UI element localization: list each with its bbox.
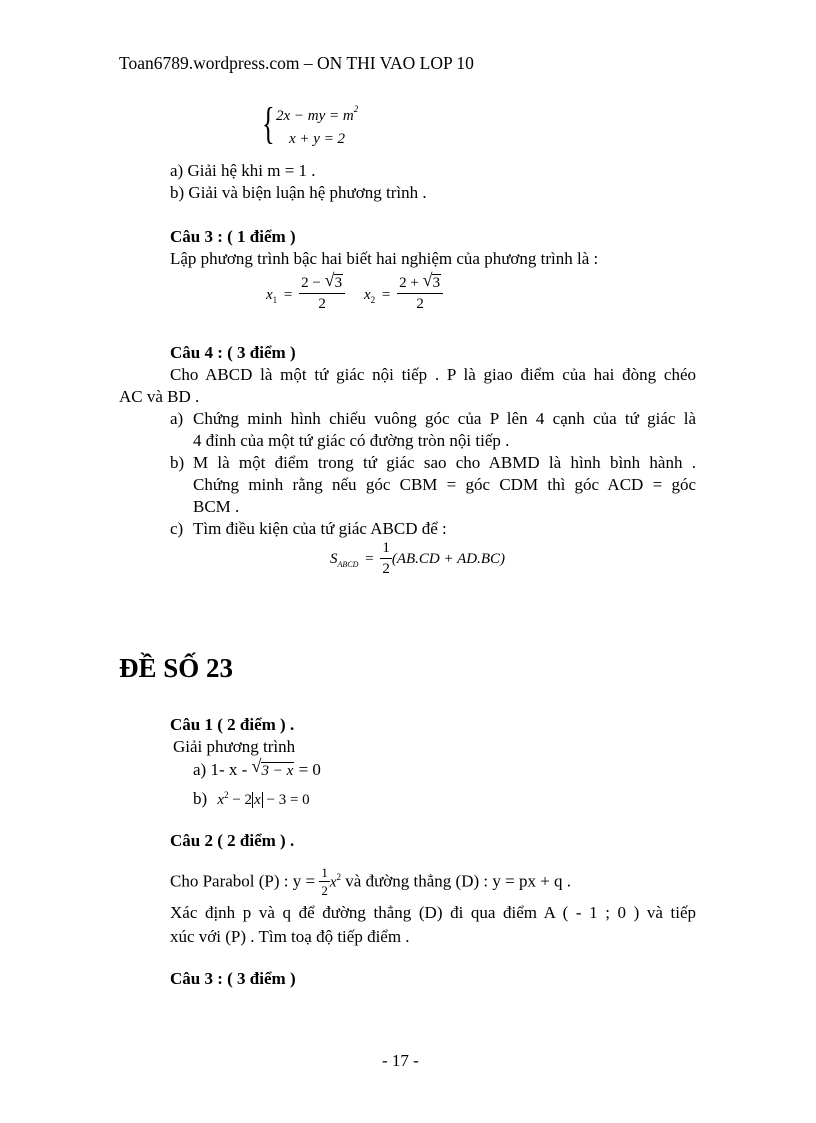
equation-system [262, 99, 382, 156]
cau4-intro-line2: AC và BD . [119, 387, 200, 406]
cau4-a-line2: 4 đỉnh của một tứ giác có đường tròn nội tiếp . [193, 431, 510, 450]
cau3-heading: Câu 3 : ( 1 điểm ) [170, 227, 296, 246]
de23-cau2-line1: Cho Parabol (P) : y = $\frac{1}{2}$ $x^2$ và đường thẳng (D) : y = px + q . [170, 865, 572, 899]
page-number: - 17 - [382, 1051, 419, 1070]
root-x1: $x_1$ = 2 − √ 3 2 [266, 276, 345, 315]
de23-cau1-b: b) $x^2 - 2$ x − 3 = 0 [193, 789, 310, 808]
de23-cau2-line2: Xác định p và q để đường thẳng (D) đi qua điểm A ( - 1 ; 0 ) và tiếp [170, 903, 696, 922]
cau4-b-line3: BCM . [193, 497, 240, 516]
left-brace-icon: { [262, 99, 275, 148]
system-eq2: x + y = 2 [289, 131, 346, 147]
de23-cau2-line3: xúc với (P) . Tìm toạ độ tiếp điểm . [170, 927, 410, 946]
cau4-heading: Câu 4 : ( 3 điểm ) [170, 343, 296, 362]
de23-cau1-a: a) 1- x - √ 3 − x = 0 [193, 756, 321, 779]
cau4-c-line1: Tìm điều kiện của tứ giác ABCD để : [193, 519, 447, 538]
cau3-text: Lập phương trình bậc hai biết hai nghiệm của phương trình là : [170, 249, 599, 268]
cau4-a-label: a) [170, 409, 184, 428]
prev-item-a: a) Giải hệ khi m = 1 . [170, 161, 316, 180]
de23-cau2-heading: Câu 2 ( 2 điểm ) . [170, 831, 295, 850]
de23-cau3-heading: Câu 3 : ( 3 điểm ) [170, 969, 296, 988]
page-header: Toan6789.wordpress.com – ON THI VAO LOP 10 [119, 53, 474, 73]
cau4-a-line1: Chứng minh hình chiếu vuông góc của P lên 4 cạnh của tứ giác là [193, 409, 696, 428]
prev-item-b: b) Giải và biện luận hệ phương trình . [170, 183, 427, 202]
root-x2: $x_2$ = 2 + √ 3 2 [364, 276, 443, 315]
de23-cau1-text: Giải phương trình [173, 737, 296, 756]
cau4-b-line1: M là một điểm trong tứ giác sao cho ABMD là hình bình hành . [193, 453, 696, 472]
exam-title: ĐỀ SỐ 23 [119, 653, 234, 683]
de23-cau1-heading: Câu 1 ( 2 điểm ) . [170, 715, 295, 734]
system-eq1: 2x − my = $m^2$ [276, 104, 359, 124]
cau4-intro-line1: Cho ABCD là một tứ giác nội tiếp . P là giao điểm của hai đòng chéo [170, 365, 696, 384]
cau4-b-line2: Chứng minh rằng nếu góc CBM = góc CDM thì góc ACD = góc [193, 475, 696, 494]
cau4-b-label: b) [170, 453, 185, 472]
cau4-c-label: c) [170, 519, 184, 538]
area-formula: $S_{ABCD}$ = $\frac{1}{2}$ (AB.CD + AD.BC) [330, 540, 506, 577]
